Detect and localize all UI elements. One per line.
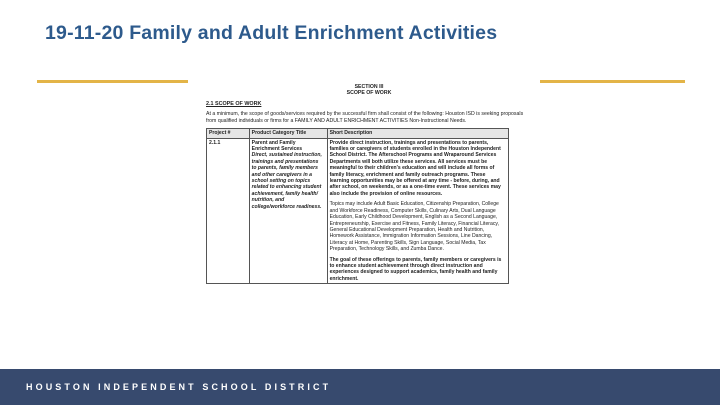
description-paragraph: The goal of these offerings to parents, family members or caregivers is to enhance student achievement through direct instruction and experiences designed to support academics, family health and family enrichment. — [329, 256, 502, 282]
section-label: SECTION III — [354, 84, 384, 90]
table-header-row — [207, 129, 509, 138]
footer-bar — [0, 369, 720, 405]
description-cell — [327, 138, 508, 284]
project-number: 2.1.1 — [207, 138, 250, 284]
table-row — [207, 138, 509, 284]
description-paragraph: Provide direct instruction, trainings and presentations to parents, families or caregivers of students enrolled in the Houston Independent School District. The Afterschool Programs and Wraparound Services Departments will both utilize these services. All services must be meaningful to their children's education and will include all forms of family literacy, enrichment and family outreach programs. These learning opportunities may be offered at any time - before, during, and after school, on weekends, or as a one-time event. These services may also include the provision of online resources. — [329, 139, 501, 197]
title-underline-left — [37, 80, 188, 83]
header-category: Product Category Title — [249, 129, 327, 138]
header-project: Project # — [207, 129, 250, 138]
slide-title: 19-11-20 Family and Adult Enrichment Activities — [45, 22, 498, 44]
document-heading: 2.1 SCOPE OF WORK — [206, 101, 262, 108]
header-description: Short Description — [327, 129, 508, 138]
description-paragraph: Topics may include Adult Basic Education, Citizenship Preparation, College and Workforce Readiness, Computer Skills, Culinary Arts, Dual Language Education, Early Childhood Development, English as a Second Language, Entrepreneurship, Exercise and Fitness, Family Literacy, Financial Literacy, General Educational Development Preparation, Health and Nutrition, Homework Assistance, Immigration Information Sessions, Line Dancing, Literacy at Home, Parenting Skills, Sign Language, Social Media, Tax Preparation, Technology Skills, and Zumba Dance. — [329, 201, 499, 253]
category-title: Parent and Family Enrichment Services — [251, 139, 303, 153]
scope-of-work-document — [204, 84, 534, 363]
category-cell — [249, 138, 327, 284]
document-intro: At a minimum, the scope of goods/services required by the successful firm shall consist of the following: Houston ISD is seeking proposals from qualified individuals or firms for a FAMILY AND ADULT ENRICHMENT ACTIVITIES Non-Instructional Needs. — [206, 111, 524, 124]
footer-text: HOUSTON INDEPENDENT SCHOOL DISTRICT — [26, 382, 332, 392]
category-body: Direct, sustained instruction, trainings and presentations to parents, family members and other caregivers in a school setting on topics related to enhancing student achievement, family health/ nutrition, and college/workforce readiness. — [251, 152, 322, 210]
scope-table — [206, 128, 509, 284]
section-subtitle: SCOPE OF WORK — [346, 90, 392, 97]
title-underline-right — [540, 80, 685, 83]
